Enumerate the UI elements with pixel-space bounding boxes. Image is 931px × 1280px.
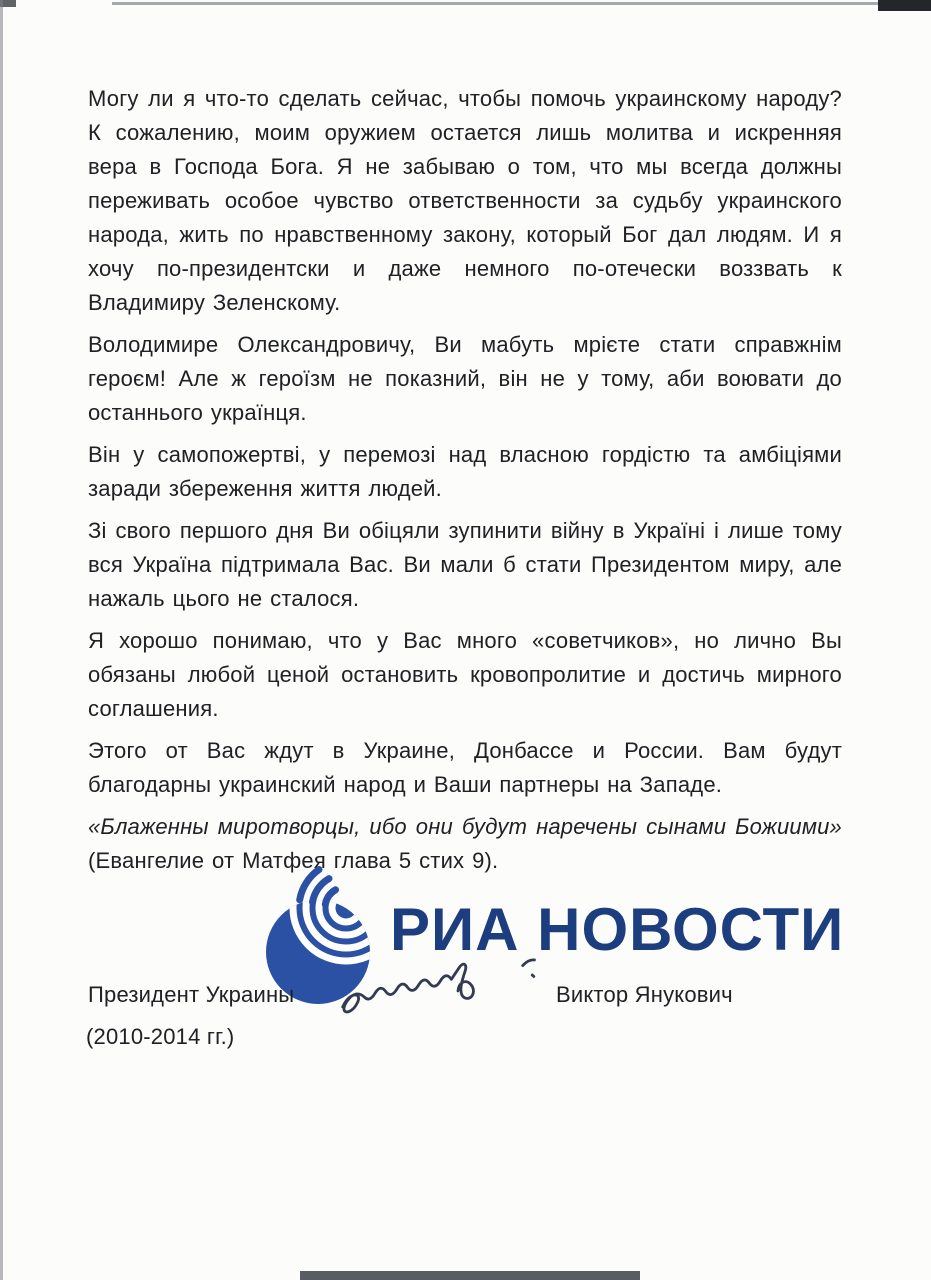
- letter-paragraph: Зі свого першого дня Ви обіцяли зупинити війну в Україні і лише тому вся Україна підтримала Вас. Ви мали б стати Президентом миру, але нажаль цього не сталося.: [88, 518, 842, 611]
- quote-italic-text: «Блаженны миротворцы, ибо они будут наречены сынами Божиими»: [88, 814, 842, 839]
- scan-artifact-bottom-bar: [300, 1271, 640, 1280]
- scripture-quote: [88, 810, 842, 878]
- letter-paragraph: Володимире Олександровичу, Ви мабуть мрієте стати справжнім героєм! Але ж героїзм не показний, він не у тому, аби воювати до останнього українця.: [88, 332, 842, 425]
- ria-novosti-wordmark: РИА НОВОСТИ: [390, 896, 845, 963]
- letter-paragraph: Этого от Вас ждут в Украине, Донбассе и России. Вам будут благодарны украинский народ и Ваши партнеры на Западе.: [88, 738, 842, 797]
- scan-artifact-left-edge: [0, 0, 3, 1280]
- signer-name: Виктор Янукович: [556, 982, 733, 1007]
- yanukovych-signature: [326, 950, 549, 1033]
- letter-body: [88, 82, 842, 886]
- signer-title: Президент Украины: [88, 982, 295, 1007]
- letter-paragraph: Могу ли я что-то сделать сейчас, чтобы помочь украинскому народу? К сожалению, моим оружием остается лишь молитва и искренняя вера в Господа Бога. Я не забываю о том, что мы всегда должны переживать особое чувство ответственности за судьбу украинского народа, жить по нравственному закону, который Бог дал людям. И я хочу по-президентски и даже немного по-отечески воззвать к Владимиру Зеленскому.: [88, 86, 842, 315]
- quote-source-text: (Евангелие от Матфея глава 5 стих 9).: [88, 848, 499, 873]
- scan-artifact-top-right: [878, 0, 931, 11]
- scan-artifact-top-line: [112, 2, 931, 5]
- letter-paragraph: Він у самопожертві, у перемозі над власною гордістю та амбіціями заради збереження життя людей.: [88, 442, 842, 501]
- signer-years: (2010-2014 гг.): [86, 1024, 235, 1049]
- letter-paragraph: Я хорошо понимаю, что у Вас много «советчиков», но лично Вы обязаны любой ценой остановить кровопролитие и достичь мирного соглашения.: [88, 628, 842, 721]
